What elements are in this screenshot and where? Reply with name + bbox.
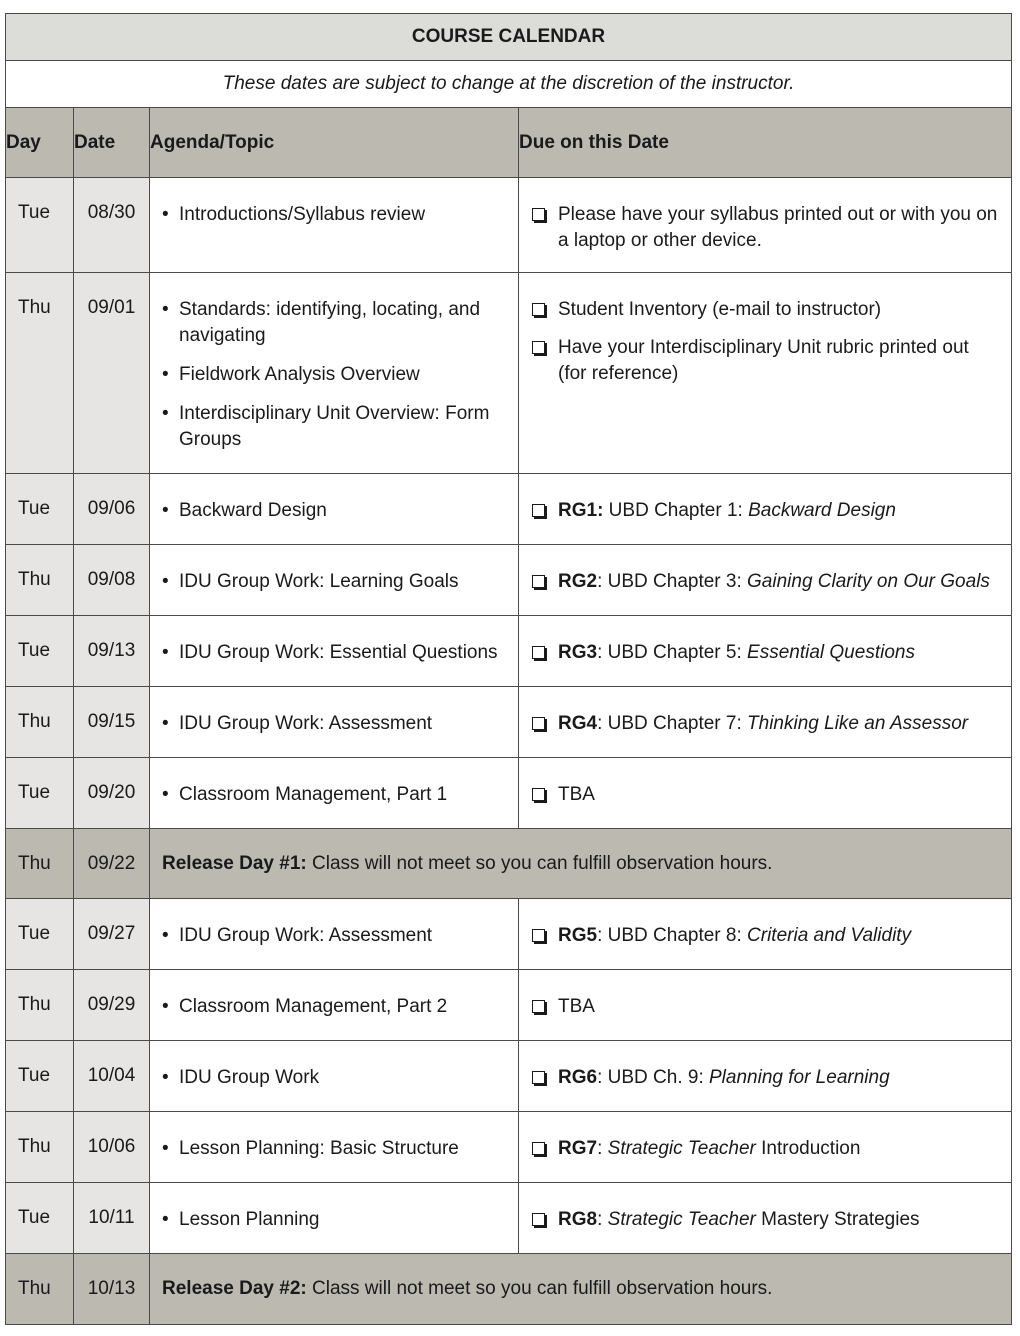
due-text: Please have your syllabus printed out or with you on a laptop or other device. [558,204,1003,251]
date-cell: 10/13 [74,1254,150,1325]
reading-title: Essential Questions [747,642,915,663]
schedule-row [6,970,1012,1041]
schedule-row [6,616,1012,687]
reading-title: Planning for Learning [709,1067,890,1088]
header-date: Date [74,108,150,178]
reading-guide-label: RG1: [558,500,604,521]
due-item [531,1065,999,1091]
release-label: Release Day #1: [162,853,307,874]
schedule-row [6,899,1012,970]
due-item [531,782,999,808]
due-item [531,994,999,1020]
reading-guide-label: RG6 [558,1067,598,1088]
checkbox-icon [532,929,545,942]
checkbox-icon [532,341,545,354]
topic-item: • Classroom Management, Part 1 [162,782,506,808]
date-cell: 10/06 [74,1112,150,1183]
checkbox-icon [532,1071,545,1084]
reading-title: Strategic Teacher [607,1209,756,1230]
due-text: UBD Chapter 1: [603,500,749,521]
due-item [531,640,999,666]
checkbox-icon [532,575,545,588]
reading-guide-label: RG3 [558,642,598,663]
due-item [531,923,999,949]
reading-title: Criteria and Validity [747,925,912,946]
due-cell [519,1183,1012,1254]
release-label: Release Day #2: [162,1278,307,1299]
topic-item: • IDU Group Work: Assessment [162,923,506,949]
due-text: : UBD Chapter 8: [597,925,748,946]
date-cell: 09/13 [74,616,150,687]
reading-guide-label: RG8 [558,1209,598,1230]
day-cell: Thu [6,970,74,1041]
day-cell: Tue [6,1183,74,1254]
topic-cell [150,474,519,545]
header-row [6,108,1012,178]
checkbox-icon [532,1142,545,1155]
day-cell: Thu [6,545,74,616]
due-cell [519,1041,1012,1112]
schedule-row [6,758,1012,829]
topic-item: • Introductions/Syllabus review [162,202,506,228]
schedule-row [6,1112,1012,1183]
due-cell [519,545,1012,616]
due-text: : [597,1209,608,1230]
header-day: Day [6,108,74,178]
schedule-row [6,474,1012,545]
checkbox-icon [532,717,545,730]
day-cell: Tue [6,899,74,970]
due-item [531,498,999,524]
due-text: Have your Interdisciplinary Unit rubric printed out (for reference) [558,337,975,384]
day-cell: Tue [6,178,74,273]
calendar-subtitle: These dates are subject to change at the discretion of the instructor. [6,61,1012,108]
header-due: Due on this Date [519,108,1012,178]
reading-title: Strategic Teacher [607,1138,756,1159]
due-text-suffix: Mastery Strategies [755,1209,920,1230]
due-text: : UBD Ch. 9: [597,1067,709,1088]
date-cell: 10/04 [74,1041,150,1112]
due-cell [519,970,1012,1041]
date-cell: 09/22 [74,829,150,899]
due-cell [519,899,1012,970]
schedule-row [6,273,1012,474]
checkbox-icon [532,504,545,517]
due-text: : UBD Chapter 7: [597,713,748,734]
due-cell [519,474,1012,545]
due-cell [519,616,1012,687]
due-cell [519,273,1012,474]
day-cell: Tue [6,1041,74,1112]
release-day-row [6,829,1012,899]
day-cell: Tue [6,474,74,545]
due-text: : UBD Chapter 5: [597,642,748,663]
topic-item: • IDU Group Work: Learning Goals [162,569,506,595]
schedule-row [6,687,1012,758]
release-day-row [6,1254,1012,1325]
topic-item: • Lesson Planning: Basic Structure [162,1136,506,1162]
date-cell: 09/20 [74,758,150,829]
reading-title: Gaining Clarity on Our Goals [747,571,990,592]
checkbox-icon [532,303,545,316]
due-text: TBA [558,996,595,1017]
checkbox-icon [532,646,545,659]
due-text-suffix: Introduction [755,1138,861,1159]
topic-cell [150,970,519,1041]
course-calendar-table [5,13,1012,1325]
day-cell: Thu [6,1112,74,1183]
calendar-title: COURSE CALENDAR [6,14,1012,61]
topic-cell [150,178,519,273]
topic-cell [150,1112,519,1183]
topic-cell [150,687,519,758]
due-item [531,1136,999,1162]
topic-item: • Lesson Planning [162,1207,506,1233]
due-text: : [597,1138,608,1159]
topic-item: • Backward Design [162,498,506,524]
release-message [150,1254,1012,1325]
date-cell: 09/15 [74,687,150,758]
date-cell: 10/11 [74,1183,150,1254]
release-message [150,829,1012,899]
topic-item: • IDU Group Work [162,1065,506,1091]
due-text: : UBD Chapter 3: [597,571,748,592]
topic-item: • Fieldwork Analysis Overview [162,362,506,388]
topic-item: • IDU Group Work: Essential Questions [162,640,506,666]
topic-cell [150,616,519,687]
topic-item: • Standards: identifying, locating, and navigating [162,297,506,349]
due-cell [519,1112,1012,1183]
topic-cell [150,273,519,474]
schedule-row [6,545,1012,616]
header-topic: Agenda/Topic [150,108,519,178]
date-cell: 09/06 [74,474,150,545]
due-item [531,202,1003,254]
day-cell: Thu [6,687,74,758]
date-cell: 08/30 [74,178,150,273]
day-cell: Tue [6,758,74,829]
reading-guide-label: RG5 [558,925,598,946]
due-cell [519,178,1012,273]
checkbox-icon [532,208,545,221]
day-cell: Tue [6,616,74,687]
topic-cell [150,545,519,616]
due-item [531,1207,999,1233]
release-text: Class will not meet so you can fulfill observation hours. [306,1278,773,1299]
day-cell: Thu [6,829,74,899]
topic-cell [150,1183,519,1254]
date-cell: 09/29 [74,970,150,1041]
reading-title: Thinking Like an Assessor [747,713,969,734]
schedule-row [6,1183,1012,1254]
date-cell: 09/27 [74,899,150,970]
due-item [531,335,999,387]
reading-guide-label: RG2 [558,571,598,592]
day-cell: Thu [6,273,74,474]
day-cell: Thu [6,1254,74,1325]
schedule-row [6,178,1012,273]
topic-item: • IDU Group Work: Assessment [162,711,506,737]
checkbox-icon [532,1213,545,1226]
due-item [531,569,999,595]
due-text: TBA [558,784,595,805]
due-item [531,711,999,737]
reading-guide-label: RG7 [558,1138,598,1159]
topic-cell [150,1041,519,1112]
reading-guide-label: RG4 [558,713,598,734]
date-cell: 09/08 [74,545,150,616]
topic-item: • Classroom Management, Part 2 [162,994,506,1020]
release-text: Class will not meet so you can fulfill observation hours. [306,853,773,874]
topic-cell [150,758,519,829]
due-cell [519,758,1012,829]
schedule-row [6,1041,1012,1112]
checkbox-icon [532,1000,545,1013]
topic-cell [150,899,519,970]
reading-title: Backward Design [748,500,896,521]
due-item [531,297,999,323]
due-cell [519,687,1012,758]
checkbox-icon [532,788,545,801]
date-cell: 09/01 [74,273,150,474]
due-text: Student Inventory (e-mail to instructor) [558,299,882,320]
topic-item: • Interdisciplinary Unit Overview: Form Groups [162,401,506,453]
